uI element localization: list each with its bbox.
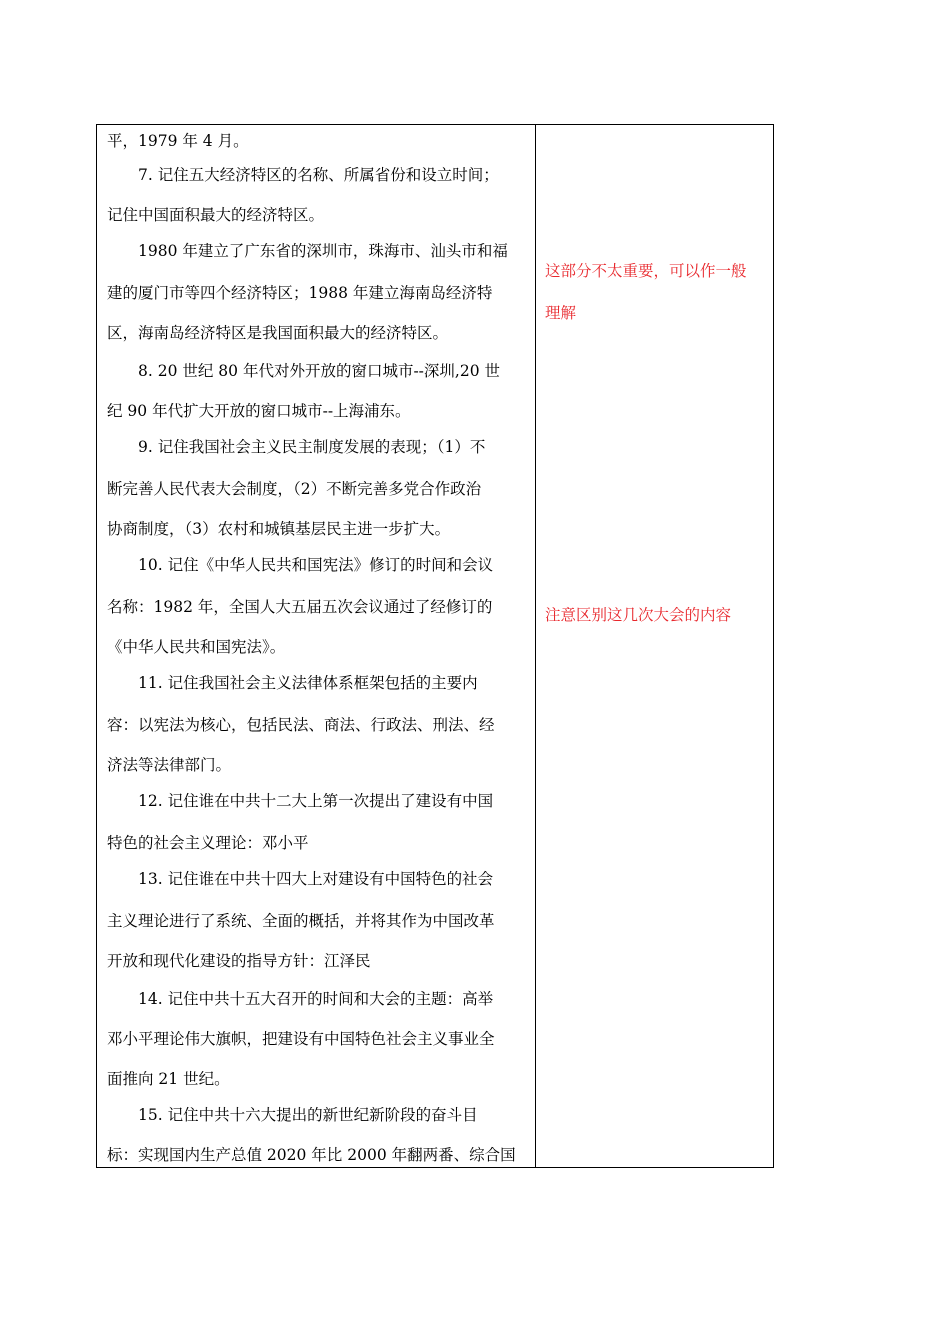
text-line: 14. 记住中共十五大召开的时间和大会的主题：高举 [107, 990, 494, 1008]
text-line: 9. 记住我国社会主义民主制度发展的表现；（1）不 [107, 438, 486, 456]
note-importance [545, 261, 747, 323]
text-line: 标：实现国内生产总值 2020 年比 2000 年翻两番、综合国 [107, 1146, 516, 1164]
text-line: 12. 记住谁在中共十二大上第一次提出了建设有中国 [107, 792, 494, 810]
notes-table [96, 124, 774, 1168]
text-line: 特色的社会主义理论：邓小平 [107, 834, 309, 852]
text-line: 面推向 21 世纪。 [107, 1070, 230, 1088]
text-line: 10. 记住《中华人民共和国宪法》修订的时间和会议 [107, 556, 494, 574]
text-line: 11. 记住我国社会主义法律体系框架包括的主要内 [107, 674, 478, 692]
text-line: 容：以宪法为核心，包括民法、商法、行政法、刑法、经 [107, 716, 495, 734]
text-line: 15. 记住中共十六大提出的新世纪新阶段的奋斗目 [107, 1106, 478, 1124]
text-line: 协商制度，（3）农村和城镇基层民主进一步扩大。 [107, 520, 451, 538]
text-line: 《中华人民共和国宪法》。 [107, 638, 286, 656]
text-line: 邓小平理论伟大旗帜，把建设有中国特色社会主义事业全 [107, 1030, 495, 1048]
note-distinguish [545, 605, 731, 625]
text-line: 主义理论进行了系统、全面的概括，并将其作为中国改革 [107, 912, 495, 930]
note-line: 理解 [545, 304, 577, 322]
text-line: 8. 20 世纪 80 年代对外开放的窗口城市--深圳,20 世 [107, 362, 500, 380]
text-line: 建的厦门市等四个经济特区；1988 年建立海南岛经济特 [107, 284, 493, 302]
text-line: 断完善人民代表大会制度，（2）不断完善多党合作政治 [107, 480, 482, 498]
text-line: 平，1979 年 4 月。 [107, 132, 249, 150]
note-line: 注意区别这几次大会的内容 [545, 606, 732, 624]
text-line: 开放和现代化建设的指导方针：江泽民 [107, 952, 371, 970]
text-line: 1980 年建立了广东省的深圳市，珠海市、汕头市和福 [107, 242, 508, 260]
text-line: 7. 记住五大经济特区的名称、所属省份和设立时间； [107, 166, 499, 184]
column-divider [535, 125, 536, 1167]
text-line: 13. 记住谁在中共十四大上对建设有中国特色的社会 [107, 870, 494, 888]
note-line: 这部分不太重要，可以作一般 [545, 262, 747, 280]
text-line: 区，海南岛经济特区是我国面积最大的经济特区。 [107, 324, 449, 342]
text-line: 名称：1982 年，全国人大五届五次会议通过了经修订的 [107, 598, 493, 616]
text-line: 记住中国面积最大的经济特区。 [107, 206, 325, 224]
text-line: 济法等法律部门。 [107, 756, 232, 774]
text-line: 纪 90 年代扩大开放的窗口城市--上海浦东。 [107, 402, 411, 420]
